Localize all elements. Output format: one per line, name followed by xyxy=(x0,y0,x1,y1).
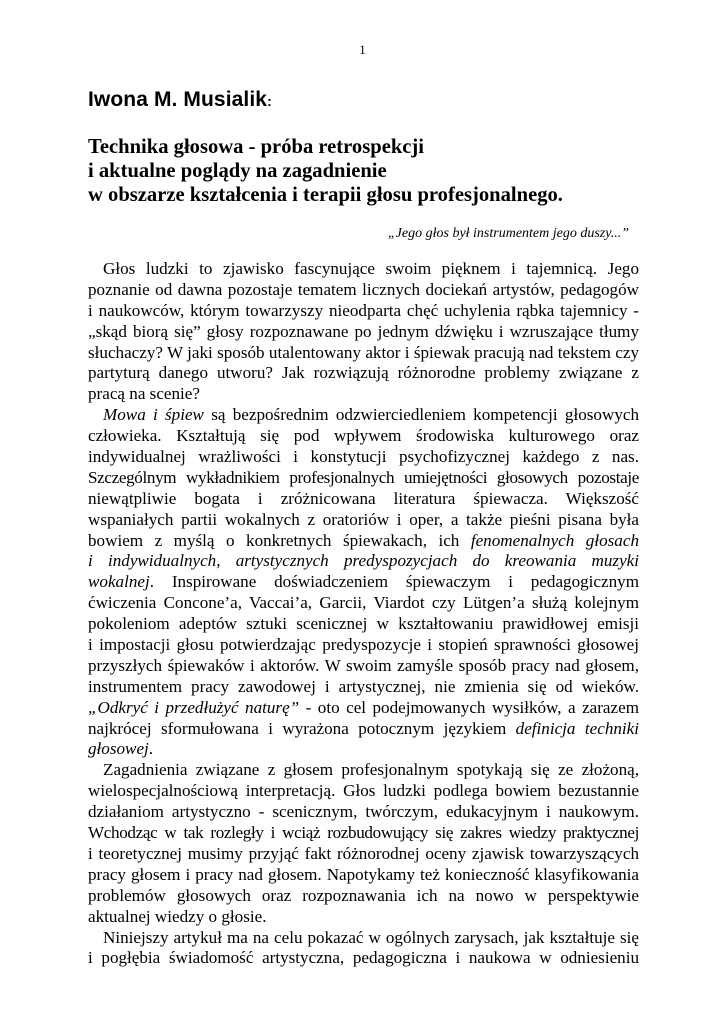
body-line: Zagadnienia związane z głosem profesjonalnym spotykają się ze złożoną, xyxy=(103,760,639,780)
body-line: indywidualnej wrażliwości i konstytucji psychofizycznej każdego z nas. xyxy=(88,447,639,467)
article-title xyxy=(88,135,648,207)
italic-phrase: Mowa i śpiew xyxy=(103,405,204,425)
text-run: najkrócej sformułowana i wyrażona potocznym językiem xyxy=(88,718,516,738)
body-line: przyszłych śpiewaków i aktorów. W swoim zamyśle sposób pracy nad głosem, xyxy=(88,655,639,675)
body-line: Głos ludzki to zjawisko fascynujące swoim pięknem i tajemnicą. Jego xyxy=(103,259,639,278)
title-line: i aktualne poglądy na zagadnienie xyxy=(88,160,387,182)
page-number: 1 xyxy=(359,42,366,57)
body-line xyxy=(88,719,639,740)
italic-phrase: i indywidualnych, artystycznych predyspozycjach do kreowania muzyki xyxy=(88,551,639,571)
text-run: są bezpośrednim odzwierciedleniem kompetencji głosowych xyxy=(203,405,639,425)
body-line: instrumentem pracy zawodowej i artystycznej, nie zmienia się od wieków. xyxy=(88,676,639,696)
body-line xyxy=(88,405,639,426)
body-line: pracą na scenie? xyxy=(88,384,200,404)
text-run: . xyxy=(148,739,154,759)
italic-phrase: głosowej xyxy=(88,739,149,759)
body-line: ćwiczenia Concone’a, Vaccai’a, Garcii, Viardot czy Lütgen’a służą kolejnym xyxy=(88,593,639,613)
body-line xyxy=(88,739,639,760)
body-line: niewątpliwie bogata i zróżnicowana literatura śpiewacza. Większość xyxy=(88,488,639,508)
title-line: w obszarze kształcenia i terapii głosu profesjonalnego. xyxy=(88,184,563,206)
body-line: człowieka. Kształtują się pod wpływem środowiska kulturowego oraz xyxy=(88,426,639,446)
italic-phrase: wokalnej xyxy=(88,572,150,592)
body-line: partyturą danego utworu? Jak rozwiązują różnorodne problemy związane z xyxy=(88,363,639,383)
body-line: pokoleniom adeptów sztuki scenicznej w kształtowaniu prawidłowej emisji xyxy=(88,614,639,634)
author-name xyxy=(88,88,272,112)
body-line: aktualnej wiedzy o głosie. xyxy=(88,906,267,926)
italic-phrase: fenomenalnych głosach xyxy=(470,530,639,550)
body-line xyxy=(88,551,639,572)
title-line: Technika głosowa - próba retrospekcji xyxy=(88,136,425,158)
body-line: i impostacji głosu potwierdzając predyspozycje i stopień sprawności głosowej xyxy=(88,635,639,655)
body-line: wspaniałych partii wokalnych z oratoriów i oper, a także pieśni pisana była xyxy=(88,509,639,529)
body-line: poznanie od dawna pozostaje tematem licznych dociekań artystów, pedagogów xyxy=(88,279,639,299)
body-line: wielospecjalnościową interpretacją. Głos ludzki podlega bowiem bezustannie xyxy=(88,781,639,801)
body-line: słuchaczy? W jaki sposób utalentowany aktor i śpiewak pracują nad tekstem czy xyxy=(88,342,639,362)
text-run: . Inspirowane doświadczeniem śpiewaczym i pedagogicznym xyxy=(149,572,639,592)
italic-phrase: definicja techniki xyxy=(515,718,640,738)
body-line: Szczególnym wykładnikiem profesjonalnych umiejętności głosowych pozostaje xyxy=(88,467,639,487)
italic-phrase: „Odkryć i przedłużyć naturę” xyxy=(88,697,300,717)
text-run: bowiem z myślą o konkretnych śpiewakach, ich xyxy=(88,530,471,550)
body-line xyxy=(88,531,639,552)
epigraph-quote: „Jego głos był instrumentem jego duszy...” xyxy=(387,226,629,241)
body-line: pracy głosem i pracy nad głosem. Napotykamy też konieczność klasyfikowania xyxy=(88,864,639,884)
body-line xyxy=(88,698,639,719)
author-colon: : xyxy=(267,93,272,109)
text-run: - oto cel podejmowanych wysiłków, a zarazem xyxy=(299,697,639,717)
body-line: problemów głosowych oraz rozpoznawania ich na nowo w perspektywie xyxy=(88,885,639,905)
body-line: „skąd biorą się” głosy rozpoznawane po jednym dźwięku i wzruszające tłumy xyxy=(88,321,639,341)
body-line: działaniom artystyczno - scenicznym, twórczym, edukacyjnym i naukowym. xyxy=(88,802,639,822)
body-line: Niniejszy artykuł ma na celu pokazać w ogólnych zarysach, jak kształtuje się xyxy=(103,927,639,947)
author-name-text: Iwona M. Musialik xyxy=(88,88,268,111)
body-text xyxy=(88,259,639,969)
body-line xyxy=(88,572,639,593)
body-line: i teoretycznej musimy przyjąć fakt różnorodnej oceny zjawisk towarzyszących xyxy=(88,843,639,863)
body-line: i naukowców, którym towarzyszy nieodparta chęć uchylenia rąbka tajemnicy - xyxy=(88,300,639,320)
body-line: i pogłębia świadomość artystyczna, pedagogiczna i naukowa w odniesieniu xyxy=(88,948,639,968)
body-line: Wchodząc w tak rozległy i wciąż rozbudowujący się zakres wiedzy praktycznej xyxy=(88,823,639,843)
